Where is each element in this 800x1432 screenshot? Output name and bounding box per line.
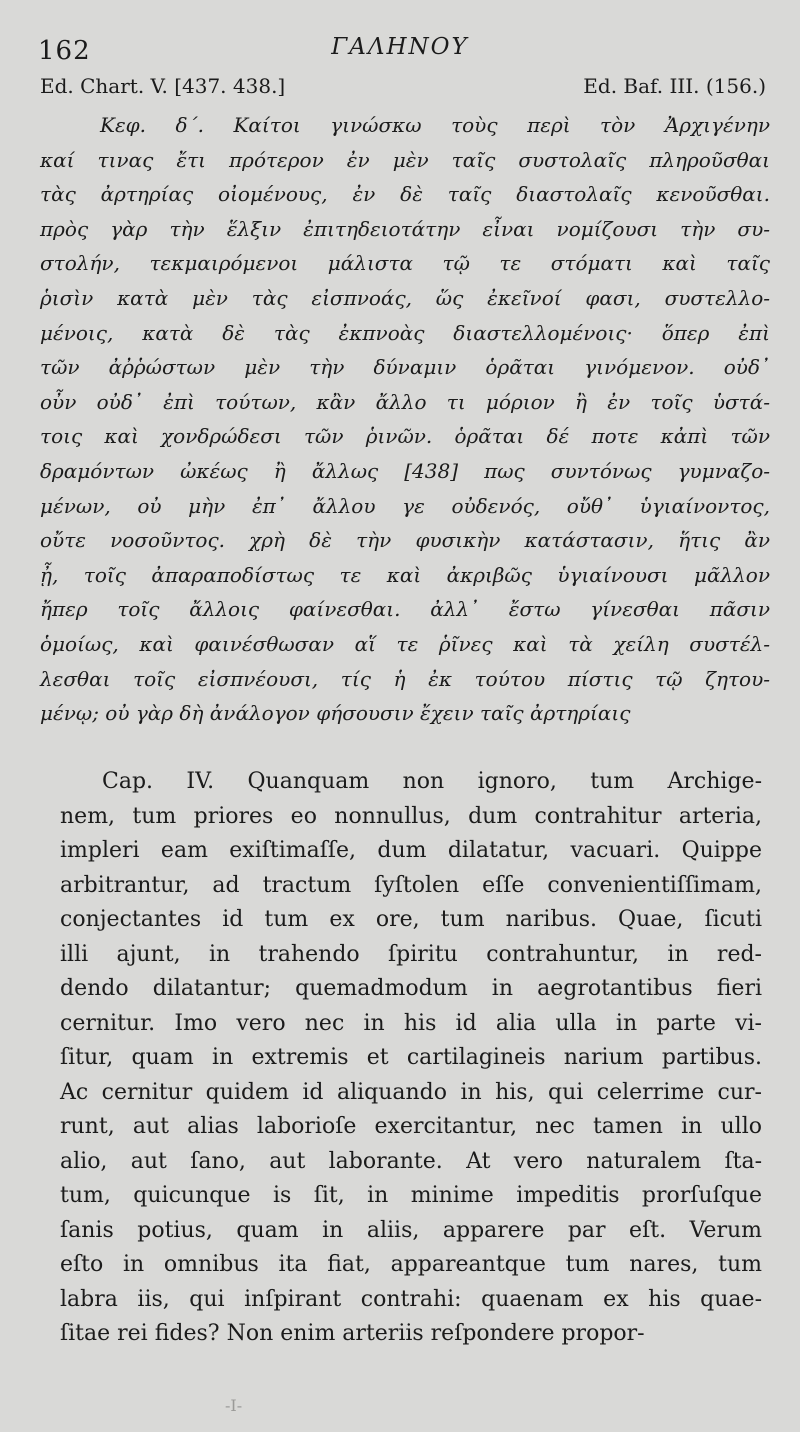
edition-reference-left: Ed. Chart. V. [437. 438.] [40,74,286,98]
greek-line: τοις καὶ χονδρώδεσι τῶν ῥινῶν. ὁρᾶται δέ ποτε κἀπὶ τῶν [40,424,770,449]
greek-line: πρὸς γὰρ τὴν ἕλξιν ἐπιτηδειοτάτην εἶναι νομίζουσι τὴν συ- [40,216,770,241]
latin-line: conjectantes id tum ex ore, tum naribus. Quae, ſicuti [60,907,762,932]
latin-line: eſto in omnibus ita fiat, appareantque tum nares, tum [60,1252,762,1277]
page-number: 162 [38,36,91,66]
greek-line: στολήν, τεκμαιρόμενοι μάλιστα τῷ τε στόματι καὶ ταῖς [40,251,770,276]
latin-line: ſitae rei fides? Non enim arteriis reſpondere propor- [60,1321,645,1346]
greek-line: τῶν ἀῤῥώστων μὲν τὴν δύναμιν ὁρᾶται γινόμενον. οὐδ᾽ [40,355,770,380]
greek-line: μένῳ; οὐ γὰρ δὴ ἀνάλογον φήσουσιν ἔχειν ταῖς ἀρτηρίαις [40,701,631,726]
latin-line: impleri eam exiſtimaſſe, dum dilatatur, vacuari. Quippe [60,838,762,863]
greek-line: ὁμοίως, καὶ φαινέσθωσαν αἵ τε ῥῖνες καὶ τὰ χείλη συστέλ- [40,631,770,656]
latin-line: cernitur. Imo vero nec in his id alia ulla in parte vi- [60,1010,762,1036]
running-head: ΓΑΛΗΝΟΥ [331,34,469,60]
latin-line: nem, tum priores eo nonnullus, dum contrahitur arteria, [60,803,762,829]
latin-line: arbitrantur, ad tractum ſyſtolen eſſe convenientiſſimam, [60,872,762,898]
greek-line: μένων, οὐ μὴν ἐπ᾽ ἄλλου γε οὐδενός, οὔθ᾽ ὑγιαίνοντος, [40,493,770,518]
greek-line: καί τινας ἔτι πρότερον ἐν μὲν ταῖς συστολαῖς πληροῦσθαι [40,147,770,172]
latin-text-block [0,765,800,1352]
greek-line: μένοις, κατὰ δὲ τὰς ἐκπνοὰς διαστελλομένοις· ὅπερ ἐπὶ [40,320,770,345]
greek-line: δραμόντων ὠκέως ἢ ἄλλως [438] πως συντόνως γυμναζο- [40,458,770,483]
latin-line: Ac cernitur quidem id aliquando in his, qui celerrime cur- [60,1079,762,1105]
latin-line: dendo dilatantur; quemadmodum in aegrotantibus fieri [60,976,762,1001]
latin-line: alio, aut ſano, aut laborante. At vero naturalem ſta- [60,1148,762,1174]
greek-line: τὰς ἀρτηρίας οἰομένους, ἐν δὲ ταῖς διαστολαῖς κενοῦσθαι. [40,182,770,207]
latin-line: ſitur, quam in extremis et cartilagineis narium partibus. [60,1045,762,1070]
greek-line: ᾖ, τοῖς ἀπαραποδίστως τε καὶ ἀκριβῶς ὑγιαίνουσι μᾶλλον [40,562,770,587]
edition-reference-right: Ed. Baf. III. (156.) [583,74,766,98]
latin-line: tum, quicunque is ſit, in minime impeditis prorſuſque [60,1183,762,1208]
latin-line: illi ajunt, in trahendo ſpiritu contrahuntur, in red- [60,941,762,967]
latin-line: ſanis potius, quam in aliis, apparere par eſt. Verum [60,1217,762,1243]
greek-text-block [0,108,800,731]
footer-mark: -I- [225,1396,243,1415]
greek-line: Κεφ. δ΄. Καίτοι γινώσκω τοὺς περὶ τὸν Ἀρχιγένην [100,113,770,137]
latin-line: Cap. IV. Quanquam non ignoro, tum Archige- [102,769,762,794]
greek-line: οὖν οὐδ᾽ ἐπὶ τούτων, κἂν ἄλλο τι μόριον ἢ ἐν τοῖς ὑστά- [40,389,770,414]
latin-line: runt, aut alias laborioſe exercitantur, nec tamen in ullo [60,1114,762,1139]
greek-line: λεσθαι τοῖς εἰσπνέουσι, τίς ἡ ἐκ τούτου πίστις τῷ ζητου- [40,666,770,691]
greek-line: ῥισὶν κατὰ μὲν τὰς εἰσπνοάς, ὥς ἐκεῖνοί φασι, συστελλο- [40,285,770,310]
greek-line: οὔτε νοσοῦντος. χρὴ δὲ τὴν φυσικὴν κατάστασιν, ἥτις ἂν [40,528,770,553]
greek-line: ἤπερ τοῖς ἄλλοις φαίνεσθαι. ἀλλ᾽ ἔστω γίνεσθαι πᾶσιν [40,597,770,622]
latin-line: labra iis, qui inſpirant contrahi: quaenam ex his quae- [60,1286,762,1312]
